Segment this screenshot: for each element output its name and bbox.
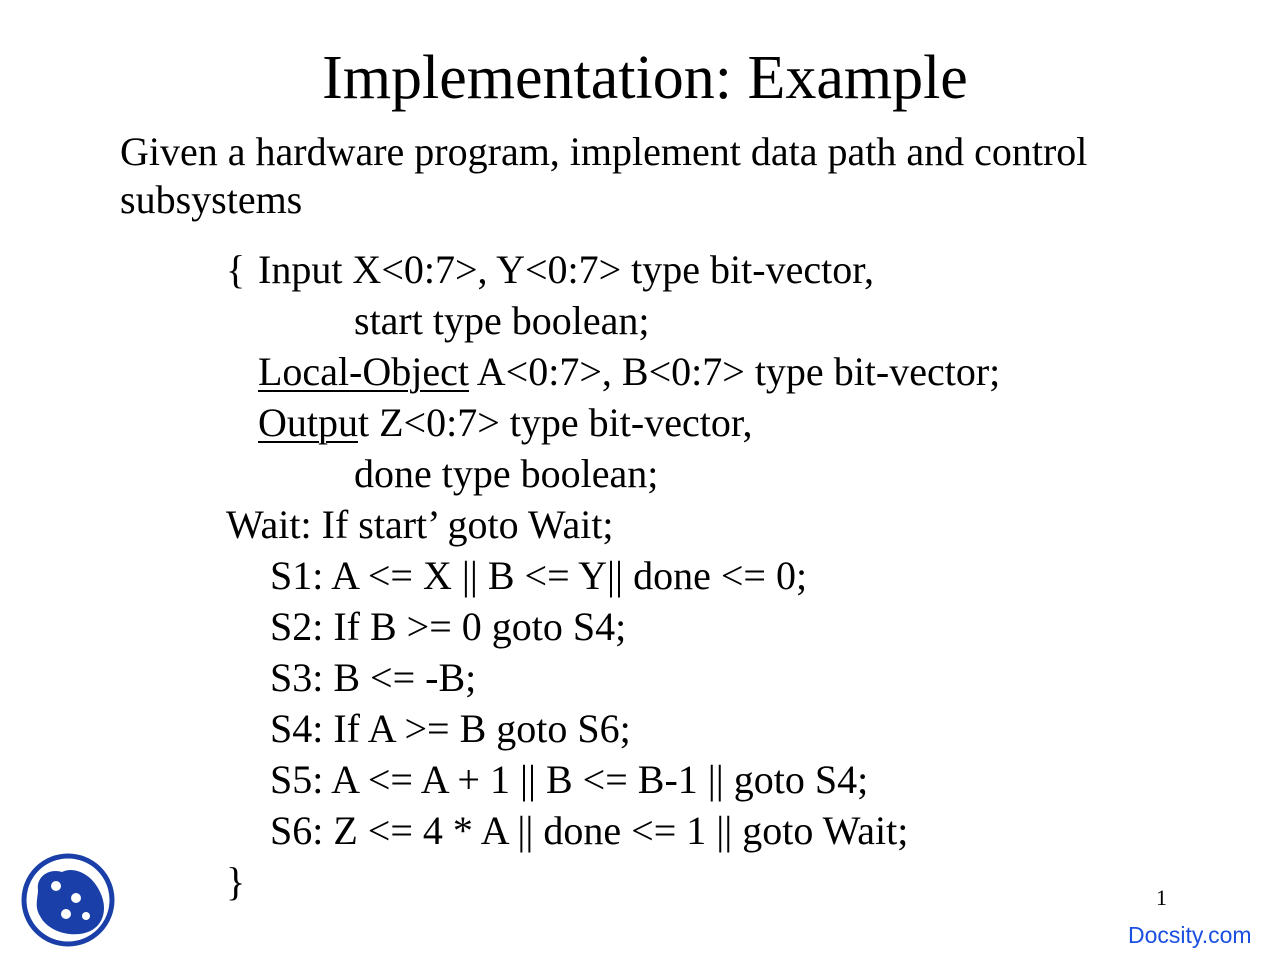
program-local-object-declaration <box>258 348 1000 396</box>
local-object-keyword: Local-Object <box>258 349 469 394</box>
local-object-rest: A<0:7>, B<0:7> type bit-vector; <box>469 349 1001 394</box>
intro-line-1: Given a hardware program, implement data path and control <box>120 129 1088 174</box>
program-close-brace: } <box>226 859 246 904</box>
docsity-watermark[interactable]: Docsity.com <box>1128 922 1252 948</box>
program-s4-statement: S4: If A >= B goto S6; <box>270 706 631 751</box>
program-output-declaration <box>258 399 753 447</box>
program-s3-statement: S3: B <= -B; <box>270 655 477 700</box>
program-s5-statement: S5: A <= A + 1 || B <= B-1 || goto S4; <box>270 757 869 802</box>
output-keyword: Outpu <box>258 400 358 445</box>
program-input-declaration: Input X<0:7>, Y<0:7> type bit-vector, <box>258 247 874 292</box>
intro-text <box>120 128 1087 224</box>
output-rest: t Z<0:7> type bit-vector, <box>358 400 753 445</box>
intro-line-2: subsystems <box>120 177 303 222</box>
program-wait-statement: Wait: If start’ goto Wait; <box>226 502 614 547</box>
program-start-declaration: start type boolean; <box>354 298 650 343</box>
program-s2-statement: S2: If B >= 0 goto S4; <box>270 604 627 649</box>
page-number: 1 <box>1156 885 1167 910</box>
program-s1-statement: S1: A <= X || B <= Y|| done <= 0; <box>270 553 808 598</box>
program-done-declaration: done type boolean; <box>354 451 659 496</box>
program-s6-statement: S6: Z <= 4 * A || done <= 1 || goto Wait; <box>270 808 909 853</box>
slide-title: Implementation: Example <box>322 44 968 112</box>
docsity-logo-icon <box>20 852 116 948</box>
program-open-brace: { <box>226 247 246 292</box>
